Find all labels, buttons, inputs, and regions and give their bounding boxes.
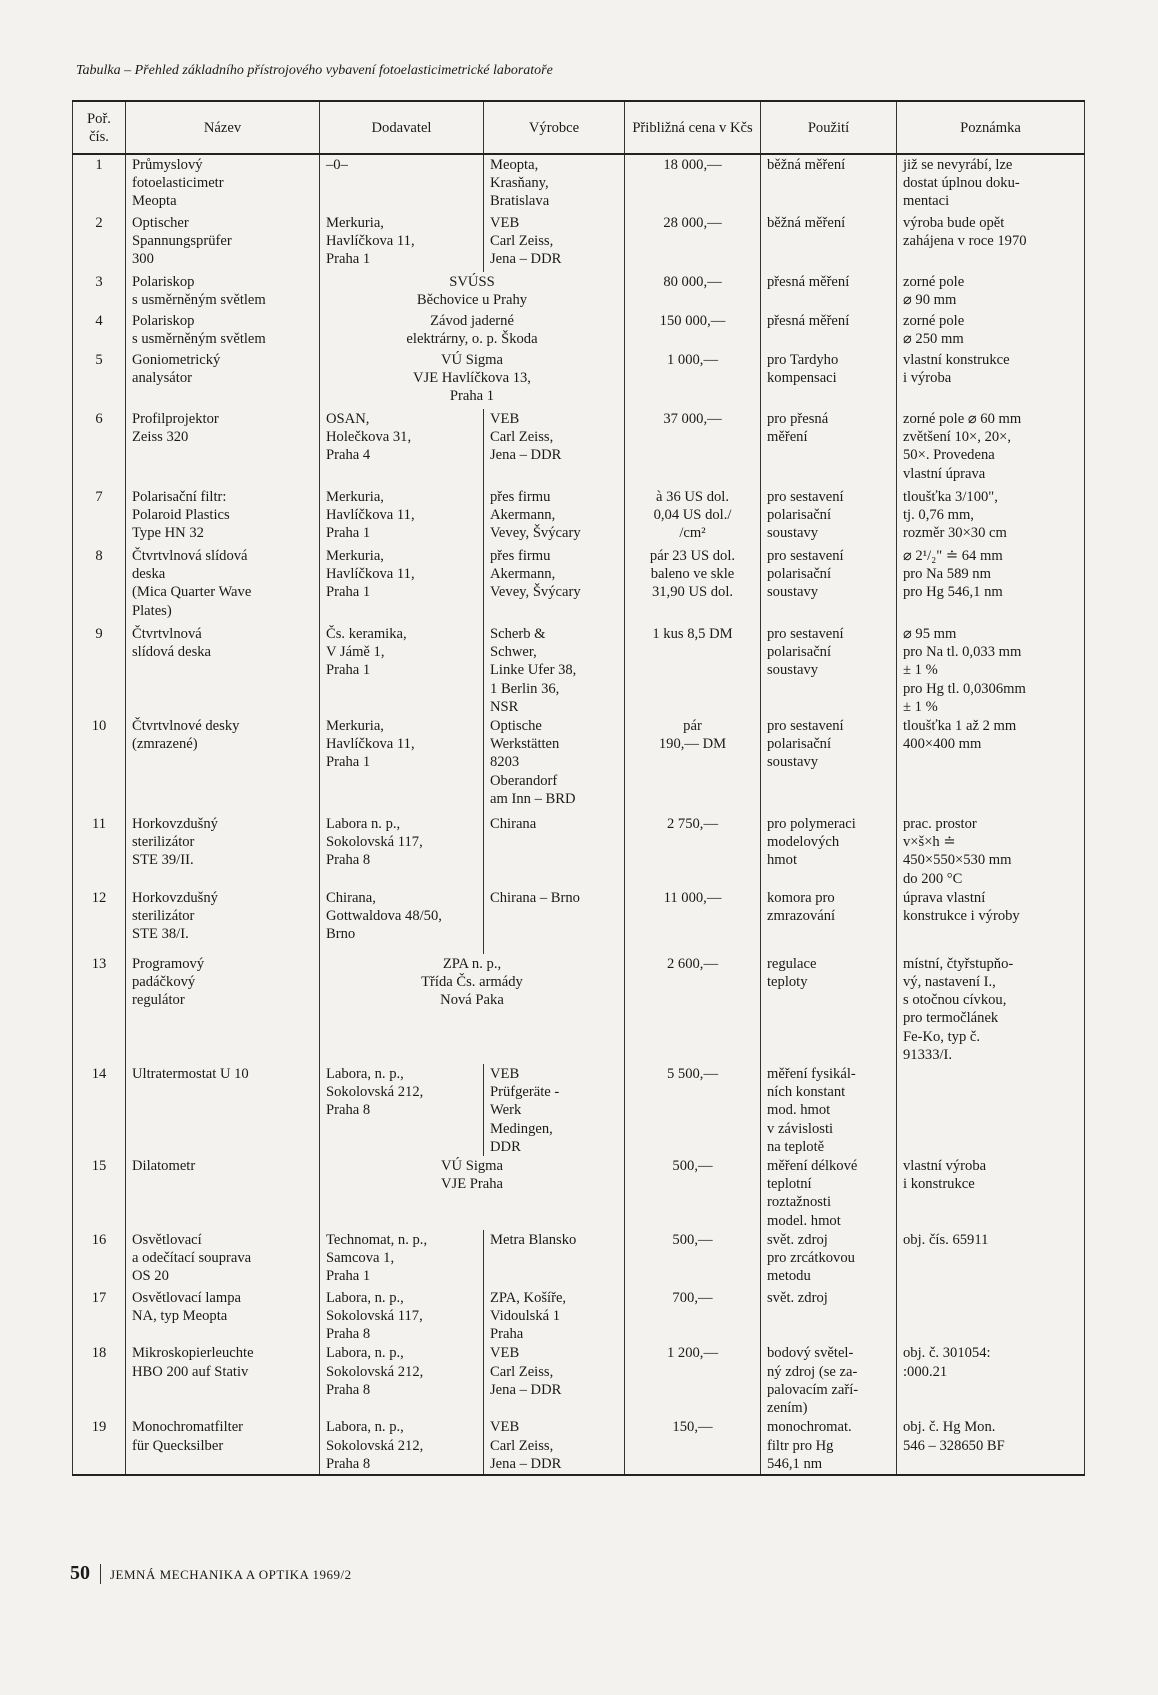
table-row xyxy=(73,272,1085,311)
cell-price xyxy=(625,716,761,814)
cell-text: již se nevyrábí, lze dostat úplnou doku- mentaci xyxy=(903,157,1020,210)
cell-text: 1 kus 8,5 DM xyxy=(652,626,733,642)
cell-price xyxy=(625,888,761,954)
cell-price xyxy=(625,409,761,487)
cell-text: 2 600,— xyxy=(666,955,719,972)
cell-name xyxy=(126,954,320,1064)
cell-use xyxy=(761,487,897,546)
cell-name xyxy=(126,272,320,311)
cell-text: svět. zdroj pro zrcátkovou metodu xyxy=(767,1231,855,1285)
page-number: 50 xyxy=(70,1562,90,1584)
cell-text: přesná měření xyxy=(767,274,850,290)
cell-use xyxy=(761,409,897,487)
cell-text: 11 xyxy=(91,816,107,833)
cell-maker xyxy=(484,154,625,213)
table-header-row xyxy=(73,101,1085,154)
equipment-table xyxy=(72,100,1085,1476)
table-row xyxy=(73,213,1085,272)
table-row xyxy=(73,409,1085,487)
cell-maker xyxy=(484,409,625,487)
cell-note xyxy=(897,1156,1085,1230)
cell-text: 11 000,— xyxy=(663,889,722,906)
column-header-name: Název xyxy=(126,101,320,154)
cell-text: Labora, n. p., Sokolovská 212, Praha 8 xyxy=(326,1345,424,1398)
cell-text: obj. č. 301054: :000.21 xyxy=(903,1345,991,1380)
cell-use xyxy=(761,814,897,888)
cell-text: úprava vlastní konstrukce i výroby xyxy=(903,889,1020,925)
cell-supplier xyxy=(320,487,484,546)
cell-text: 18 xyxy=(91,1345,107,1362)
cell-text: 16 xyxy=(91,1231,107,1248)
cell-text: Programový padáčkový regulátor xyxy=(132,955,205,1009)
cell-text: zorné pole ⌀ 60 mm zvětšení 10×, 20×, 50×. Provedena vlastní úprava xyxy=(903,411,1022,482)
column-header-number: Poř. čís. xyxy=(73,101,126,154)
journal-name: JEMNÁ MECHANIKA A OPTIKA 1969/2 xyxy=(110,1567,352,1582)
cell-name xyxy=(126,1288,320,1344)
cell-note xyxy=(897,213,1085,272)
cell-text: svět. zdroj xyxy=(767,1289,828,1306)
cell-note xyxy=(897,716,1085,814)
cell-no xyxy=(73,888,126,954)
cell-name xyxy=(126,624,320,716)
cell-note xyxy=(897,487,1085,546)
cell-text: pro Tardyho kompensaci xyxy=(767,352,839,387)
cell-no xyxy=(73,487,126,546)
cell-text: Optischer Spannungsprüfer 300 xyxy=(132,215,232,268)
cell-name xyxy=(126,546,320,624)
cell-supplier_maker xyxy=(320,954,625,1064)
cell-note xyxy=(897,954,1085,1064)
cell-text: 150,— xyxy=(672,1419,713,1436)
cell-note xyxy=(897,311,1085,350)
cell-use xyxy=(761,311,897,350)
footer-divider xyxy=(100,1564,101,1584)
cell-text: obj. č. Hg Mon. 546 – 328650 BF xyxy=(903,1419,1005,1454)
cell-no xyxy=(73,546,126,624)
cell-text: 14 xyxy=(91,1066,107,1083)
cell-price xyxy=(625,954,761,1064)
cell-price xyxy=(625,546,761,624)
cell-maker xyxy=(484,213,625,272)
cell-no xyxy=(73,1288,126,1344)
cell-note xyxy=(897,814,1085,888)
table-row xyxy=(73,546,1085,624)
cell-text: Monochromatfilter für Quecksilber xyxy=(132,1419,244,1454)
cell-text: SVÚSS Běchovice u Prahy xyxy=(416,274,528,309)
cell-text: VEB Carl Zeiss, Jena – DDR xyxy=(490,215,562,268)
cell-text: zorné pole ⌀ 250 mm xyxy=(903,313,965,348)
cell-text: Závod jaderné elektrárny, o. p. Škoda xyxy=(406,313,538,348)
cell-supplier xyxy=(320,409,484,487)
cell-text: Technomat, n. p., Samcova 1, Praha 1 xyxy=(326,1231,428,1285)
cell-text: tloušťka 3/100", tj. 0,76 mm, rozměr 30×30 cm xyxy=(903,489,1007,542)
cell-maker xyxy=(484,624,625,716)
cell-supplier_maker xyxy=(320,1156,625,1230)
table-row xyxy=(73,888,1085,954)
cell-supplier xyxy=(320,1288,484,1344)
table-row xyxy=(73,1156,1085,1230)
cell-text: ⌀ 2¹/₂" ≐ 64 mm pro Na 589 nm pro Hg 546,1 nm xyxy=(903,548,1003,601)
cell-text: měření délkové teplotní roztažnosti model. hmot xyxy=(767,1158,858,1229)
cell-no xyxy=(73,1064,126,1156)
page-footer xyxy=(70,1562,670,1586)
cell-use xyxy=(761,1230,897,1288)
cell-text: 7 xyxy=(95,489,103,505)
cell-maker xyxy=(484,546,625,624)
cell-text: pro sestavení polarisační soustavy xyxy=(767,718,844,771)
cell-name xyxy=(126,716,320,814)
cell-name xyxy=(126,1343,320,1417)
cell-text: komora pro zmrazování xyxy=(767,889,836,925)
cell-supplier xyxy=(320,1343,484,1417)
cell-text: Osvětlovací a odečítací souprava OS 20 xyxy=(132,1231,252,1285)
cell-text: VEB Prüfgeräte - Werk Medingen, DDR xyxy=(490,1066,560,1155)
cell-text: 8 xyxy=(95,548,103,564)
cell-text: Dilatometr xyxy=(132,1158,196,1175)
cell-text: Polarisační filtr: Polaroid Plastics Type HN 32 xyxy=(132,489,230,542)
cell-use xyxy=(761,350,897,409)
cell-name xyxy=(126,154,320,213)
cell-text: –0– xyxy=(326,157,348,173)
cell-no xyxy=(73,1156,126,1230)
cell-supplier xyxy=(320,1064,484,1156)
cell-text: Labora, n. p., Sokolovská 117, Praha 8 xyxy=(326,1289,423,1343)
cell-no xyxy=(73,154,126,213)
table-row xyxy=(73,716,1085,814)
cell-note xyxy=(897,546,1085,624)
cell-text: pro sestavení polarisační soustavy xyxy=(767,489,844,542)
cell-price xyxy=(625,487,761,546)
cell-price xyxy=(625,272,761,311)
table-row xyxy=(73,1343,1085,1417)
column-header-supplier: Dodavatel xyxy=(320,101,484,154)
cell-text: 1 xyxy=(95,157,103,173)
cell-maker xyxy=(484,1417,625,1475)
cell-maker xyxy=(484,1343,625,1417)
cell-price xyxy=(625,213,761,272)
cell-note xyxy=(897,154,1085,213)
table-caption: Tabulka – Přehled základního přístrojového vybavení fotoelasticimetrické laboratoře xyxy=(76,63,553,78)
cell-text: 2 xyxy=(95,215,103,231)
cell-no xyxy=(73,350,126,409)
table-row xyxy=(73,1417,1085,1475)
cell-note xyxy=(897,1343,1085,1417)
table-row xyxy=(73,1230,1085,1288)
cell-name xyxy=(126,1230,320,1288)
cell-note xyxy=(897,1064,1085,1156)
cell-text: 4 xyxy=(95,313,103,329)
cell-text: 1 200,— xyxy=(666,1345,719,1362)
cell-price xyxy=(625,1156,761,1230)
cell-text: měření fysikál- ních konstant mod. hmot v závislosti na teplotě xyxy=(767,1066,856,1155)
cell-price xyxy=(625,1288,761,1344)
cell-note xyxy=(897,1288,1085,1344)
cell-text: pro přesná měření xyxy=(767,411,829,446)
cell-supplier xyxy=(320,814,484,888)
cell-text: pro polymeraci modelových hmot xyxy=(767,816,856,869)
cell-price xyxy=(625,154,761,213)
cell-text: pár 23 US dol. baleno ve skle 31,90 US dol. xyxy=(649,548,736,601)
cell-text: 10 xyxy=(91,718,107,735)
cell-name xyxy=(126,311,320,350)
cell-maker xyxy=(484,1064,625,1156)
cell-name xyxy=(126,409,320,487)
cell-name xyxy=(126,888,320,954)
cell-text: ⌀ 95 mm pro Na tl. 0,033 mm ± 1 % pro Hg tl. 0,0306mm ± 1 % xyxy=(903,626,1026,715)
cell-text: pro sestavení polarisační soustavy xyxy=(767,626,844,679)
cell-supplier xyxy=(320,546,484,624)
cell-maker xyxy=(484,487,625,546)
cell-text: Mikroskopierleuchte HBO 200 auf Stativ xyxy=(132,1345,254,1380)
cell-maker xyxy=(484,1230,625,1288)
cell-text: 700,— xyxy=(672,1289,713,1306)
cell-supplier_maker xyxy=(320,272,625,311)
cell-text: běžná měření xyxy=(767,215,846,231)
table-row xyxy=(73,311,1085,350)
cell-text: Horkovzdušný sterilizátor STE 38/I. xyxy=(132,889,218,943)
cell-note xyxy=(897,1417,1085,1475)
cell-text: VEB Carl Zeiss, Jena – DDR xyxy=(490,1345,562,1398)
cell-name xyxy=(126,814,320,888)
cell-text: Metra Blansko xyxy=(490,1231,577,1248)
cell-text: à 36 US dol. 0,04 US dol./ /cm² xyxy=(653,489,732,542)
cell-price xyxy=(625,350,761,409)
cell-use xyxy=(761,213,897,272)
equipment-table-wrapper xyxy=(72,100,1084,1476)
cell-supplier xyxy=(320,888,484,954)
cell-text: Labora, n. p., Sokolovská 212, Praha 8 xyxy=(326,1066,424,1119)
cell-supplier_maker xyxy=(320,311,625,350)
cell-no xyxy=(73,213,126,272)
cell-text: Labora n. p., Sokolovská 117, Praha 8 xyxy=(326,816,423,869)
cell-text: Osvětlovací lampa NA, typ Meopta xyxy=(132,1289,242,1325)
cell-text: Chirana – Brno xyxy=(490,889,580,906)
cell-name xyxy=(126,487,320,546)
cell-text: Merkuria, Havlíčkova 11, Praha 1 xyxy=(326,489,415,542)
table-row xyxy=(73,814,1085,888)
cell-text: 9 xyxy=(95,626,103,642)
cell-no xyxy=(73,716,126,814)
cell-text: Meopta, Krasňany, Bratislava xyxy=(490,157,550,210)
cell-text: Merkuria, Havlíčkova 11, Praha 1 xyxy=(326,718,415,771)
cell-text: Čtvrtvlnová slídová deska xyxy=(132,626,212,661)
cell-text: přes firmu Akermann, Vevey, Švýcary xyxy=(490,489,581,542)
cell-supplier xyxy=(320,716,484,814)
cell-no xyxy=(73,409,126,487)
cell-text: Polariskop s usměrněným světlem xyxy=(132,313,266,348)
cell-text: 19 xyxy=(91,1419,107,1436)
cell-text: Labora, n. p., Sokolovská 212, Praha 8 xyxy=(326,1419,424,1472)
cell-use xyxy=(761,272,897,311)
cell-text: pár 190,— DM xyxy=(658,718,727,753)
cell-text: Chirana, Gottwaldova 48/50, Brno xyxy=(326,889,442,943)
cell-text: pro sestavení polarisační soustavy xyxy=(767,548,844,601)
table-row xyxy=(73,1288,1085,1344)
cell-supplier xyxy=(320,154,484,213)
cell-text: Polariskop s usměrněným světlem xyxy=(132,274,266,309)
cell-supplier xyxy=(320,1417,484,1475)
cell-text: Ultratermostat U 10 xyxy=(132,1066,249,1083)
cell-text: Merkuria, Havlíčkova 11, Praha 1 xyxy=(326,548,415,601)
cell-text: 17 xyxy=(91,1289,107,1306)
column-header-note: Poznámka xyxy=(897,101,1085,154)
cell-text: VÚ Sigma VJE Havlíčkova 13, Praha 1 xyxy=(413,352,531,405)
cell-no xyxy=(73,1230,126,1288)
table-body xyxy=(73,154,1085,1475)
cell-text: 1 000,— xyxy=(666,352,719,368)
cell-use xyxy=(761,154,897,213)
cell-note xyxy=(897,409,1085,487)
cell-use xyxy=(761,1288,897,1344)
cell-text: VÚ Sigma VJE Praha xyxy=(440,1158,504,1193)
cell-text: přes firmu Akermann, Vevey, Švýcary xyxy=(490,548,581,601)
cell-no xyxy=(73,1343,126,1417)
cell-no xyxy=(73,1417,126,1475)
cell-supplier xyxy=(320,1230,484,1288)
cell-price xyxy=(625,1230,761,1288)
cell-text: 37 000,— xyxy=(663,411,722,427)
cell-supplier xyxy=(320,213,484,272)
cell-use xyxy=(761,954,897,1064)
cell-name xyxy=(126,213,320,272)
cell-text: 5 500,— xyxy=(666,1066,719,1083)
cell-text: obj. čís. 65911 xyxy=(903,1231,989,1248)
cell-use xyxy=(761,888,897,954)
cell-text: 2 750,— xyxy=(666,816,719,833)
cell-text: 5 xyxy=(95,352,103,368)
cell-text: ZPA n. p., Třída Čs. armády Nová Paka xyxy=(421,955,523,1009)
cell-text: zorné pole ⌀ 90 mm xyxy=(903,274,965,309)
column-header-use: Použití xyxy=(761,101,897,154)
cell-text: prac. prostor v×š×h ≐ 450×550×530 mm do 200 °C xyxy=(903,816,1012,887)
cell-price xyxy=(625,1417,761,1475)
cell-text: VEB Carl Zeiss, Jena – DDR xyxy=(490,411,562,464)
table-row xyxy=(73,350,1085,409)
cell-price xyxy=(625,311,761,350)
column-header-maker: Výrobce xyxy=(484,101,625,154)
cell-text: Goniometrický analysátor xyxy=(132,352,221,387)
cell-note xyxy=(897,272,1085,311)
cell-text: Optische Werkstätten 8203 Oberandorf am Inn – BRD xyxy=(490,718,576,807)
cell-text: běžná měření xyxy=(767,157,846,173)
cell-text: monochromat. filtr pro Hg 546,1 nm xyxy=(767,1419,852,1472)
cell-name xyxy=(126,1417,320,1475)
cell-use xyxy=(761,716,897,814)
cell-text: 6 xyxy=(95,411,103,427)
cell-text: 18 000,— xyxy=(663,157,722,173)
cell-no xyxy=(73,814,126,888)
cell-name xyxy=(126,1156,320,1230)
cell-no xyxy=(73,624,126,716)
cell-maker xyxy=(484,888,625,954)
cell-text: Chirana xyxy=(490,816,537,833)
cell-text: 28 000,— xyxy=(663,215,722,231)
table-row xyxy=(73,954,1085,1064)
cell-note xyxy=(897,888,1085,954)
cell-no xyxy=(73,954,126,1064)
cell-text: Čs. keramika, V Jámě 1, Praha 1 xyxy=(326,626,407,679)
cell-use xyxy=(761,1417,897,1475)
cell-text: 12 xyxy=(91,889,107,906)
cell-name xyxy=(126,1064,320,1156)
cell-price xyxy=(625,624,761,716)
cell-use xyxy=(761,624,897,716)
cell-maker xyxy=(484,716,625,814)
cell-text: Scherb & Schwer, Linke Ufer 38, 1 Berlin 36, NSR xyxy=(490,626,577,715)
cell-price xyxy=(625,814,761,888)
cell-name xyxy=(126,350,320,409)
cell-no xyxy=(73,272,126,311)
cell-text: Horkovzdušný sterilizátor STE 39/II. xyxy=(132,816,218,869)
cell-text: regulace teploty xyxy=(767,955,817,991)
table-row xyxy=(73,487,1085,546)
cell-maker xyxy=(484,1288,625,1344)
cell-text: 500,— xyxy=(672,1158,713,1175)
cell-text: Čtvrtvlnová slídová deska (Mica Quarter Wave Plates) xyxy=(132,548,252,619)
cell-use xyxy=(761,1343,897,1417)
cell-text: vlastní konstrukce i výroba xyxy=(903,352,1010,387)
cell-price xyxy=(625,1064,761,1156)
cell-use xyxy=(761,1064,897,1156)
cell-supplier xyxy=(320,624,484,716)
cell-text: 500,— xyxy=(672,1231,713,1248)
cell-no xyxy=(73,311,126,350)
cell-price xyxy=(625,1343,761,1417)
column-header-price: Přibližná cena v Kčs xyxy=(625,101,761,154)
cell-text: 3 xyxy=(95,274,103,290)
cell-text: 15 xyxy=(91,1158,107,1175)
cell-text: bodový světel- ný zdroj (se za- palovacím zaří- zením) xyxy=(767,1345,859,1417)
cell-text: tloušťka 1 až 2 mm 400×400 mm xyxy=(903,718,1017,753)
cell-text: 13 xyxy=(91,955,107,972)
cell-text: ZPA, Košíře, Vidoulská 1 Praha xyxy=(490,1289,567,1343)
cell-note xyxy=(897,1230,1085,1288)
cell-note xyxy=(897,350,1085,409)
cell-supplier_maker xyxy=(320,350,625,409)
cell-maker xyxy=(484,814,625,888)
table-row xyxy=(73,154,1085,213)
cell-text: Profilprojektor Zeiss 320 xyxy=(132,411,219,446)
cell-text: VEB Carl Zeiss, Jena – DDR xyxy=(490,1419,562,1472)
cell-text: Čtvrtvlnové desky (zmrazené) xyxy=(132,718,240,753)
table-row xyxy=(73,1064,1085,1156)
table-row xyxy=(73,624,1085,716)
cell-text: přesná měření xyxy=(767,313,850,329)
cell-text: OSAN, Holečkova 31, Praha 4 xyxy=(326,411,412,464)
cell-text: Merkuria, Havlíčkova 11, Praha 1 xyxy=(326,215,415,268)
cell-use xyxy=(761,1156,897,1230)
cell-text: výroba bude opět zahájena v roce 1970 xyxy=(903,215,1027,250)
cell-text: vlastní výroba i konstrukce xyxy=(903,1158,987,1193)
cell-text: Průmyslový fotoelasticimetr Meopta xyxy=(132,157,224,210)
cell-text: 80 000,— xyxy=(663,274,722,290)
cell-text: místní, čtyřstupňo- vý, nastavení I., s otočnou cívkou, pro termočlánek Fe-Ko, typ č. 91333/I. xyxy=(903,955,1014,1063)
cell-note xyxy=(897,624,1085,716)
cell-text: 150 000,— xyxy=(659,313,726,329)
cell-use xyxy=(761,546,897,624)
